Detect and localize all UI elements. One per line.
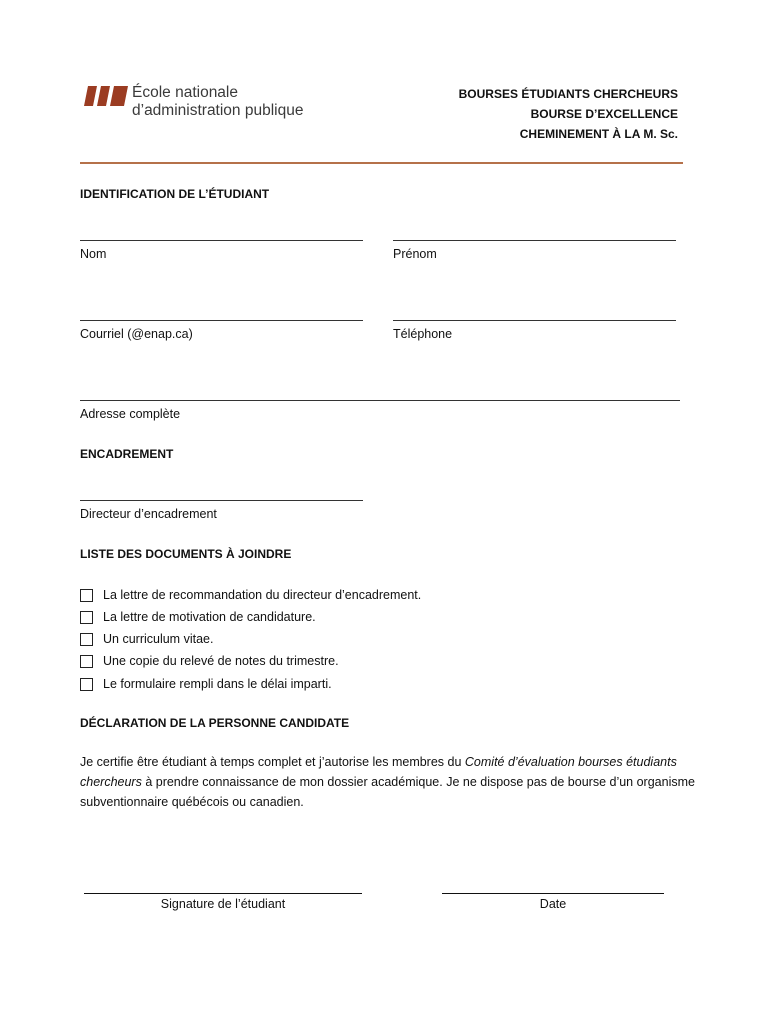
declaration-heading: DÉCLARATION DE LA PERSONNE CANDIDATE xyxy=(80,716,350,730)
courriel-field[interactable] xyxy=(80,320,363,321)
prenom-field[interactable] xyxy=(393,240,676,241)
telephone-field[interactable] xyxy=(393,320,676,321)
adresse-field[interactable] xyxy=(80,400,680,401)
logo-line-2: d’administration publique xyxy=(132,102,304,119)
prenom-label: Prénom xyxy=(393,247,437,261)
nom-label: Nom xyxy=(80,247,107,261)
checkbox[interactable] xyxy=(80,589,93,602)
document-item-label: La lettre de motivation de candidature. xyxy=(103,610,316,624)
adresse-label: Adresse complète xyxy=(80,407,181,421)
documents-heading: LISTE DES DOCUMENTS À JOINDRE xyxy=(80,547,292,561)
enap-logo-mark-icon xyxy=(84,86,128,106)
logo-line-1: École nationale xyxy=(132,84,238,101)
identification-heading: IDENTIFICATION DE L’ÉTUDIANT xyxy=(80,187,270,201)
directeur-label: Directeur d’encadrement xyxy=(80,507,217,521)
document-item[interactable] xyxy=(80,588,421,602)
document-title xyxy=(459,84,678,144)
declaration-text-end: à prendre connaissance de mon dossier académique. Je ne dispose pas de bourse d’un organisme subventionnaire québécois ou canadien. xyxy=(80,775,695,809)
committee-name: Comité d’évaluation bourses étudiants chercheurs xyxy=(80,755,677,789)
checkbox[interactable] xyxy=(80,678,93,691)
checkbox[interactable] xyxy=(80,633,93,646)
logo-text xyxy=(132,84,303,120)
nom-field[interactable] xyxy=(80,240,363,241)
title-line-1: BOURSES ÉTUDIANTS CHERCHEURS xyxy=(458,87,678,101)
telephone-label: Téléphone xyxy=(393,327,453,341)
courriel-label: Courriel (@enap.ca) xyxy=(80,327,193,341)
date-field[interactable] xyxy=(442,893,664,894)
directeur-field[interactable] xyxy=(80,500,363,501)
declaration-text xyxy=(80,752,700,812)
document-item[interactable] xyxy=(80,677,332,691)
checkbox[interactable] xyxy=(80,655,93,668)
signature-label: Signature de l’étudiant xyxy=(160,897,286,911)
document-item[interactable] xyxy=(80,610,316,624)
document-item-label: Le formulaire rempli dans le délai imparti. xyxy=(103,677,332,691)
title-line-2: BOURSE D’EXCELLENCE xyxy=(530,107,678,121)
document-item[interactable] xyxy=(80,654,339,668)
document-item-label: Une copie du relevé de notes du trimestre. xyxy=(103,654,339,668)
signature-field[interactable] xyxy=(84,893,362,894)
document-item-label: Un curriculum vitae. xyxy=(103,632,214,646)
document-item[interactable] xyxy=(80,632,213,646)
title-line-3: CHEMINEMENT À LA M. Sc. xyxy=(519,127,678,141)
header-divider xyxy=(80,162,683,164)
checkbox[interactable] xyxy=(80,611,93,624)
date-label: Date xyxy=(539,897,567,911)
encadrement-heading: ENCADREMENT xyxy=(80,447,174,461)
document-item-label: La lettre de recommandation du directeur d’encadrement. xyxy=(103,588,422,602)
declaration-text-start: Je certifie être étudiant à temps complet et j’autorise les membres du xyxy=(80,755,465,769)
